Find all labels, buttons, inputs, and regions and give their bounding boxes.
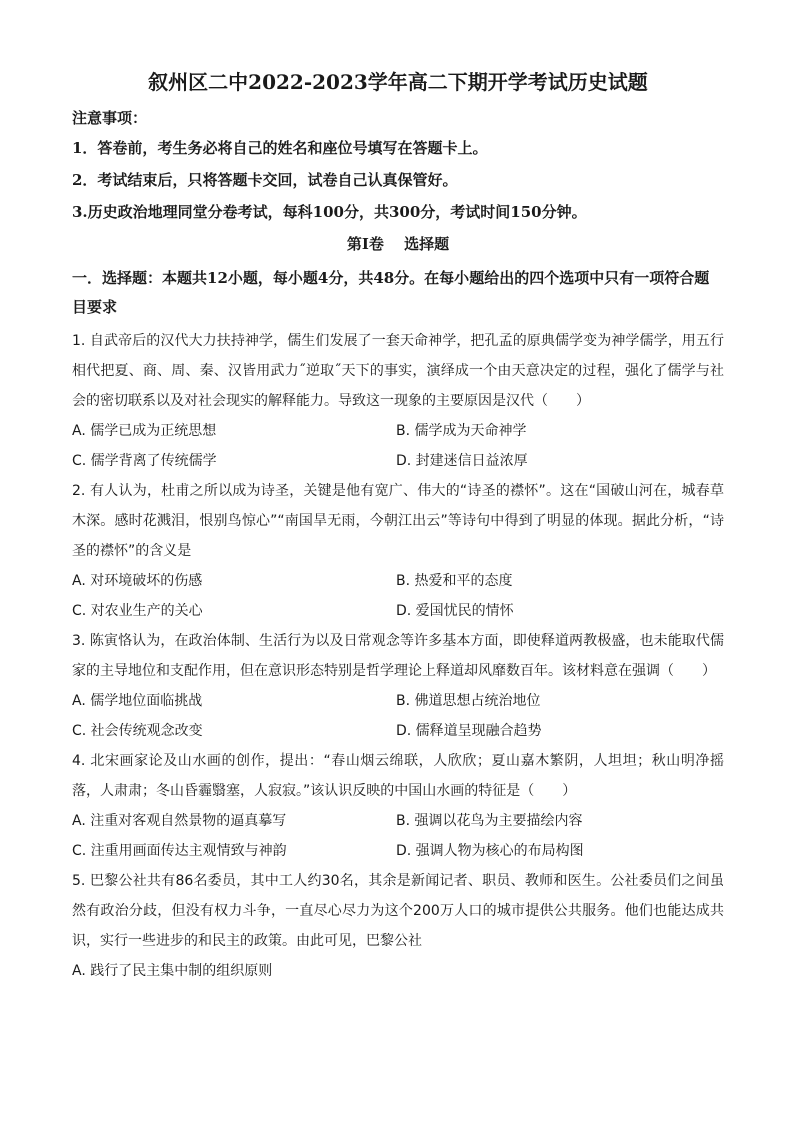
option-b: B. 热爱和平的态度 <box>396 573 513 589</box>
notice-item-2: 2．考试结束后，只将答题卡交回，试卷自己认真保管好。 <box>72 171 458 189</box>
option-d: D. 爱国忧民的情怀 <box>396 603 514 619</box>
option-d: D. 儒释道呈现融合趋势 <box>396 723 542 739</box>
question-3 <box>72 626 724 746</box>
option-row <box>72 686 724 716</box>
option-b: B. 佛道思想占统治地位 <box>396 693 541 709</box>
exam-page <box>72 66 724 986</box>
option-b: B. 儒学成为天命神学 <box>396 423 527 439</box>
option-c: C. 注重用画面传达主观情致与神韵 <box>72 843 287 859</box>
option-c: C. 社会传统观念改变 <box>72 723 203 739</box>
option-row <box>72 716 724 746</box>
option-a: A. 儒学已成为正统思想 <box>72 423 217 439</box>
option-row <box>72 596 724 626</box>
notice-item-1: 1．答卷前，考生务必将自己的姓名和座位号填写在答题卡上。 <box>72 139 488 157</box>
question-4 <box>72 746 724 866</box>
option-d: D. 封建迷信日益浓厚 <box>396 453 528 469</box>
question-stem: 3. 陈寅恪认为，在政治体制、生活行为以及日常观念等许多基本方面，即使释道两教极盛，也未能取代儒家的主导地位和支配作用，但在意识形态特别是哲学理论上释道却风靡数百年。该材料意在强调（ ） <box>72 633 724 679</box>
option-a: A. 儒学地位面临挑战 <box>72 693 203 709</box>
notice-label: 注意事项： <box>72 109 148 127</box>
option-c: C. 对农业生产的关心 <box>72 603 203 619</box>
question-stem: 5. 巴黎公社共有86名委员，其中工人约30名，其余是新闻记者、职员、教师和医生。公社委员们之间虽然有政治分歧，但没有权力斗争，一直尽心尽力为这个200万人口的城市提供公共服务。他们也能达成共识，实行一些进步的和民主的政策。由此可见，巴黎公社 <box>72 873 724 949</box>
question-5 <box>72 866 724 986</box>
question-stem: 4. 北宋画家论及山水画的创作，提出：“春山烟云绵联，人欣欣；夏山嘉木繁阴，人坦坦；秋山明净摇落，人肃肃；冬山昏霾翳塞，人寂寂。”该认识反映的中国山水画的特征是（ ） <box>72 753 724 799</box>
option-a: A. 注重对客观自然景物的逼真摹写 <box>72 813 287 829</box>
question-1 <box>72 326 724 476</box>
option-row <box>72 446 724 476</box>
option-row <box>72 566 724 596</box>
option-row <box>72 836 724 866</box>
option-d: D. 强调人物为核心的布局构图 <box>396 843 584 859</box>
exam-title: 叙州区二中2022-2023学年高二下期开学考试历史试题 <box>148 70 648 94</box>
question-2 <box>72 476 724 626</box>
option-a: A. 践行了民主集中制的组织原则 <box>72 963 273 979</box>
section-title: 第I卷 选择题 <box>346 235 450 253</box>
notice-item-3: 3.历史政治地理同堂分卷考试，每科100分，共300分，考试时间150分钟。 <box>72 203 587 221</box>
question-stem: 2. 有人认为，杜甫之所以成为诗圣，关键是他有宽广、伟大的“诗圣的襟怀”。这在“国破山河在，城春草木深。感时花溅泪，恨别鸟惊心”“南国旱无雨，今朝江出云”等诗句中得到了明显的体现。据此分析，“诗圣的襟怀”的含义是 <box>72 483 724 559</box>
option-row <box>72 806 724 836</box>
option-a: A. 对环境破坏的伤感 <box>72 573 203 589</box>
question-stem: 1. 自武帝后的汉代大力扶持神学，儒生们发展了一套天命神学，把孔孟的原典儒学变为神学儒学，用五行相代把夏、商、周、秦、汉皆用武力˝逆取˝天下的事实，演绎成一个由天意决定的过程，强化了儒学与社会的密切联系以及对社会现实的解释能力。导致这一现象的主要原因是汉代（ ） <box>72 333 724 409</box>
section-instructions: 一．选择题：本题共12小题，每小题4分，共48分。在每小题给出的四个选项中只有一项符合题目要求 <box>72 269 710 316</box>
option-row <box>72 416 724 446</box>
option-c: C. 儒学背离了传统儒学 <box>72 453 217 469</box>
option-b: B. 强调以花鸟为主要描绘内容 <box>396 813 583 829</box>
